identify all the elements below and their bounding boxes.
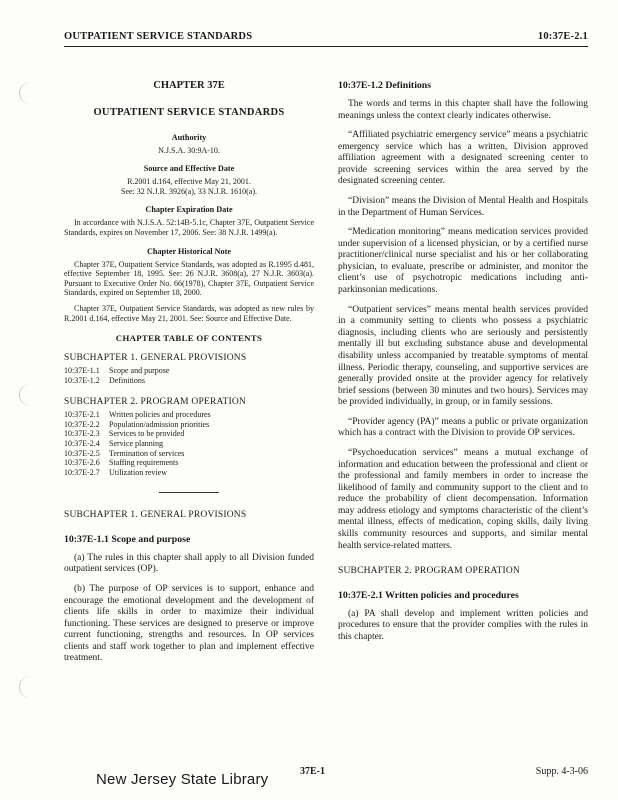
toc-section-number: 10:37E-2.1	[64, 410, 100, 420]
section-1-1-paragraph-a: (a) The rules in this chapter shall apply to all Division funded outpatient services (OP).	[64, 552, 314, 575]
subchapter-1-heading: SUBCHAPTER 1. GENERAL PROVISIONS	[64, 510, 247, 521]
toc-section-number: 10:37E-1.2	[64, 376, 100, 386]
definition-paragraph: “Psychoeducation services” means a mutual exchange of information and education between the professional and client or the professional and family members in order to increase the likelihood of family and community support to the client and to reduce the probability of client decompensation. Information may address etiology and symptoms characteristic of the client’s mental illness, effects of medication, coping skills, daily living skills community resources and supports, and similar mental health service-related matters.	[338, 447, 588, 551]
source-block	[64, 164, 314, 196]
toc-section-title: Staffing requirements	[109, 458, 179, 468]
toc-row	[64, 458, 314, 468]
toc-section-number: 10:37E-2.4	[64, 438, 100, 448]
toc-section-title: Definitions	[109, 376, 145, 386]
authority-block	[64, 133, 314, 156]
toc-section-title: Written policies and procedures	[109, 410, 211, 420]
library-watermark: New Jersey State Library	[96, 771, 269, 788]
toc-row	[64, 449, 314, 459]
page-number: 37E-1	[300, 766, 325, 777]
expiration-heading: Chapter Expiration Date	[145, 205, 233, 215]
toc-subchapter-1: SUBCHAPTER 1. GENERAL PROVISIONS	[64, 352, 247, 363]
definitions-list	[338, 130, 588, 552]
definition-paragraph: “Division” means the Division of Mental Health and Hospitals in the Department of Human Services.	[338, 195, 588, 218]
toc-section-number: 10:37E-2.7	[64, 467, 100, 477]
source-heading: Source and Effective Date	[143, 164, 235, 174]
toc-row	[64, 468, 314, 478]
toc-section-number: 10:37E-2.6	[64, 458, 100, 468]
toc-section-number: 10:37E-2.3	[64, 429, 100, 439]
toc-subchapter-2: SUBCHAPTER 2. PROGRAM OPERATION	[64, 396, 246, 407]
authority-text: N.J.S.A. 30:9A-10.	[158, 145, 220, 155]
toc-section-number: 10:37E-2.5	[64, 448, 100, 458]
chapter-title: CHAPTER 37E	[153, 80, 225, 91]
historical-text-2: Chapter 37E, Outpatient Service Standards, was adopted as new rules by R.2001 d.164, effective May 21, 2001. See: Source and Effective Date.	[64, 303, 314, 323]
toc-row	[64, 439, 314, 449]
toc-section-title: Utilization review	[109, 467, 167, 477]
toc-row	[64, 429, 314, 439]
punch-hole-mark	[19, 676, 42, 698]
expiration-text: In accordance with N.J.S.A. 52:14B-5.1c, Chapter 37E, Outpatient Service Standards, expires on November 17, 2006. See: 38 N.J.R. 1499(a).	[64, 218, 314, 237]
historical-block	[64, 247, 314, 324]
running-header	[64, 31, 588, 42]
subchapter-2-heading: SUBCHAPTER 2. PROGRAM OPERATION	[338, 566, 520, 577]
historical-heading: Chapter Historical Note	[147, 246, 231, 256]
definition-paragraph: “Medication monitoring” means medication services provided under supervision of a licensed physician, or by a certified nurse practitioner/clinical nurse specialist and his or her collaborating physician, to evaluate, prescribe or administer, and monitor the client’s use of psychotropic medications including anti-parkinsonian medications.	[338, 227, 588, 296]
supplement-date: Supp. 4-3-06	[535, 766, 588, 777]
section-2-1-paragraph-a: (a) PA shall develop and implement written policies and procedures to ensure that the provider complies with the rules in this chapter.	[338, 608, 588, 642]
punch-hole-mark	[19, 82, 42, 104]
toc-section-number: 10:37E-2.2	[64, 419, 100, 429]
section-1-2-heading: 10:37E-1.2 Definitions	[338, 80, 432, 91]
right-column	[338, 76, 588, 651]
definition-paragraph: “Outpatient services” means mental health services provided in a community setting to clients who possess a psychiatric diagnosis, including clients who are seriously and persistently mentally ill but excluding substance abuse and developmental disability unless accompanied by treatable symptoms of mental illness. Periodic therapy, counseling, and supportive services are generally provided onsite at the provider agency for relatively brief sessions (between 30 minutes and two hours). Services may be provided individually, in group, or in family sessions.	[338, 304, 588, 408]
toc-section-title: Service planning	[109, 438, 163, 448]
historical-text-1: Chapter 37E, Outpatient Service Standards, was adopted as R.1995 d.481, effective September 18, 1995. See: 26 N.J.R. 3608(a), 27 N.J.R. 3603(a). Pursuant to Executive Order No. 66(1978), Chapter 37E, Outpatient Service Standards, expired on September 18, 2000.	[64, 259, 314, 298]
toc-row	[64, 420, 314, 430]
expiration-block	[64, 205, 314, 237]
definition-paragraph: “Provider agency (PA)” means a public or private organization which has a contract with the Division to provide OP services.	[338, 416, 588, 439]
section-1-1-paragraph-b: (b) The purpose of OP services is to support, enhance and encourage the emotional development and the development of clients life skills in order to maximize their individual functioning. These services are designed to preserve or improve current functioning, strengths and resources. In OP services clients and staff work together to plan and implement effective treatment.	[64, 584, 314, 664]
definitions-intro: The words and terms in this chapter shall have the following meanings unless the context clearly indicates otherwise.	[338, 98, 588, 121]
toc-title: CHAPTER TABLE OF CONTENTS	[115, 333, 263, 344]
toc-section-title: Scope and purpose	[109, 366, 170, 376]
source-line-2: See: 32 N.J.R. 3926(a), 33 N.J.R. 1610(a).	[121, 186, 257, 196]
toc-section-title: Population/admission priorities	[109, 419, 210, 429]
toc-row	[64, 376, 314, 386]
definition-paragraph: “Affiliated psychiatric emergency service” means a psychiatric emergency service which has a written, Division approved affiliation agreement with a designated screening center to provide screening services within the area served by the designated screening center.	[338, 130, 588, 187]
toc-section-title: Termination of services	[109, 448, 185, 458]
header-rule	[64, 46, 588, 47]
punch-hole-mark	[19, 384, 42, 406]
section-2-1-heading: 10:37E-2.1 Written policies and procedures	[338, 589, 519, 601]
header-title: OUTPATIENT SERVICE STANDARDS	[64, 31, 253, 42]
section-divider	[159, 492, 219, 493]
toc-section-number: 10:37E-1.1	[64, 366, 100, 376]
left-column	[64, 76, 314, 673]
section-1-1-heading: 10:37E-1.1 Scope and purpose	[64, 533, 191, 545]
toc-row	[64, 410, 314, 420]
toc-row	[64, 366, 314, 376]
toc-list-2	[64, 410, 314, 477]
chapter-name: OUTPATIENT SERVICE STANDARDS	[93, 106, 285, 118]
authority-heading: Authority	[171, 132, 207, 142]
toc-section-title: Services to be provided	[109, 429, 185, 439]
toc-list-1	[64, 366, 314, 385]
source-line-1: R.2001 d.164, effective May 21, 2001.	[127, 177, 251, 187]
header-section-number: 10:37E-2.1	[537, 31, 588, 42]
